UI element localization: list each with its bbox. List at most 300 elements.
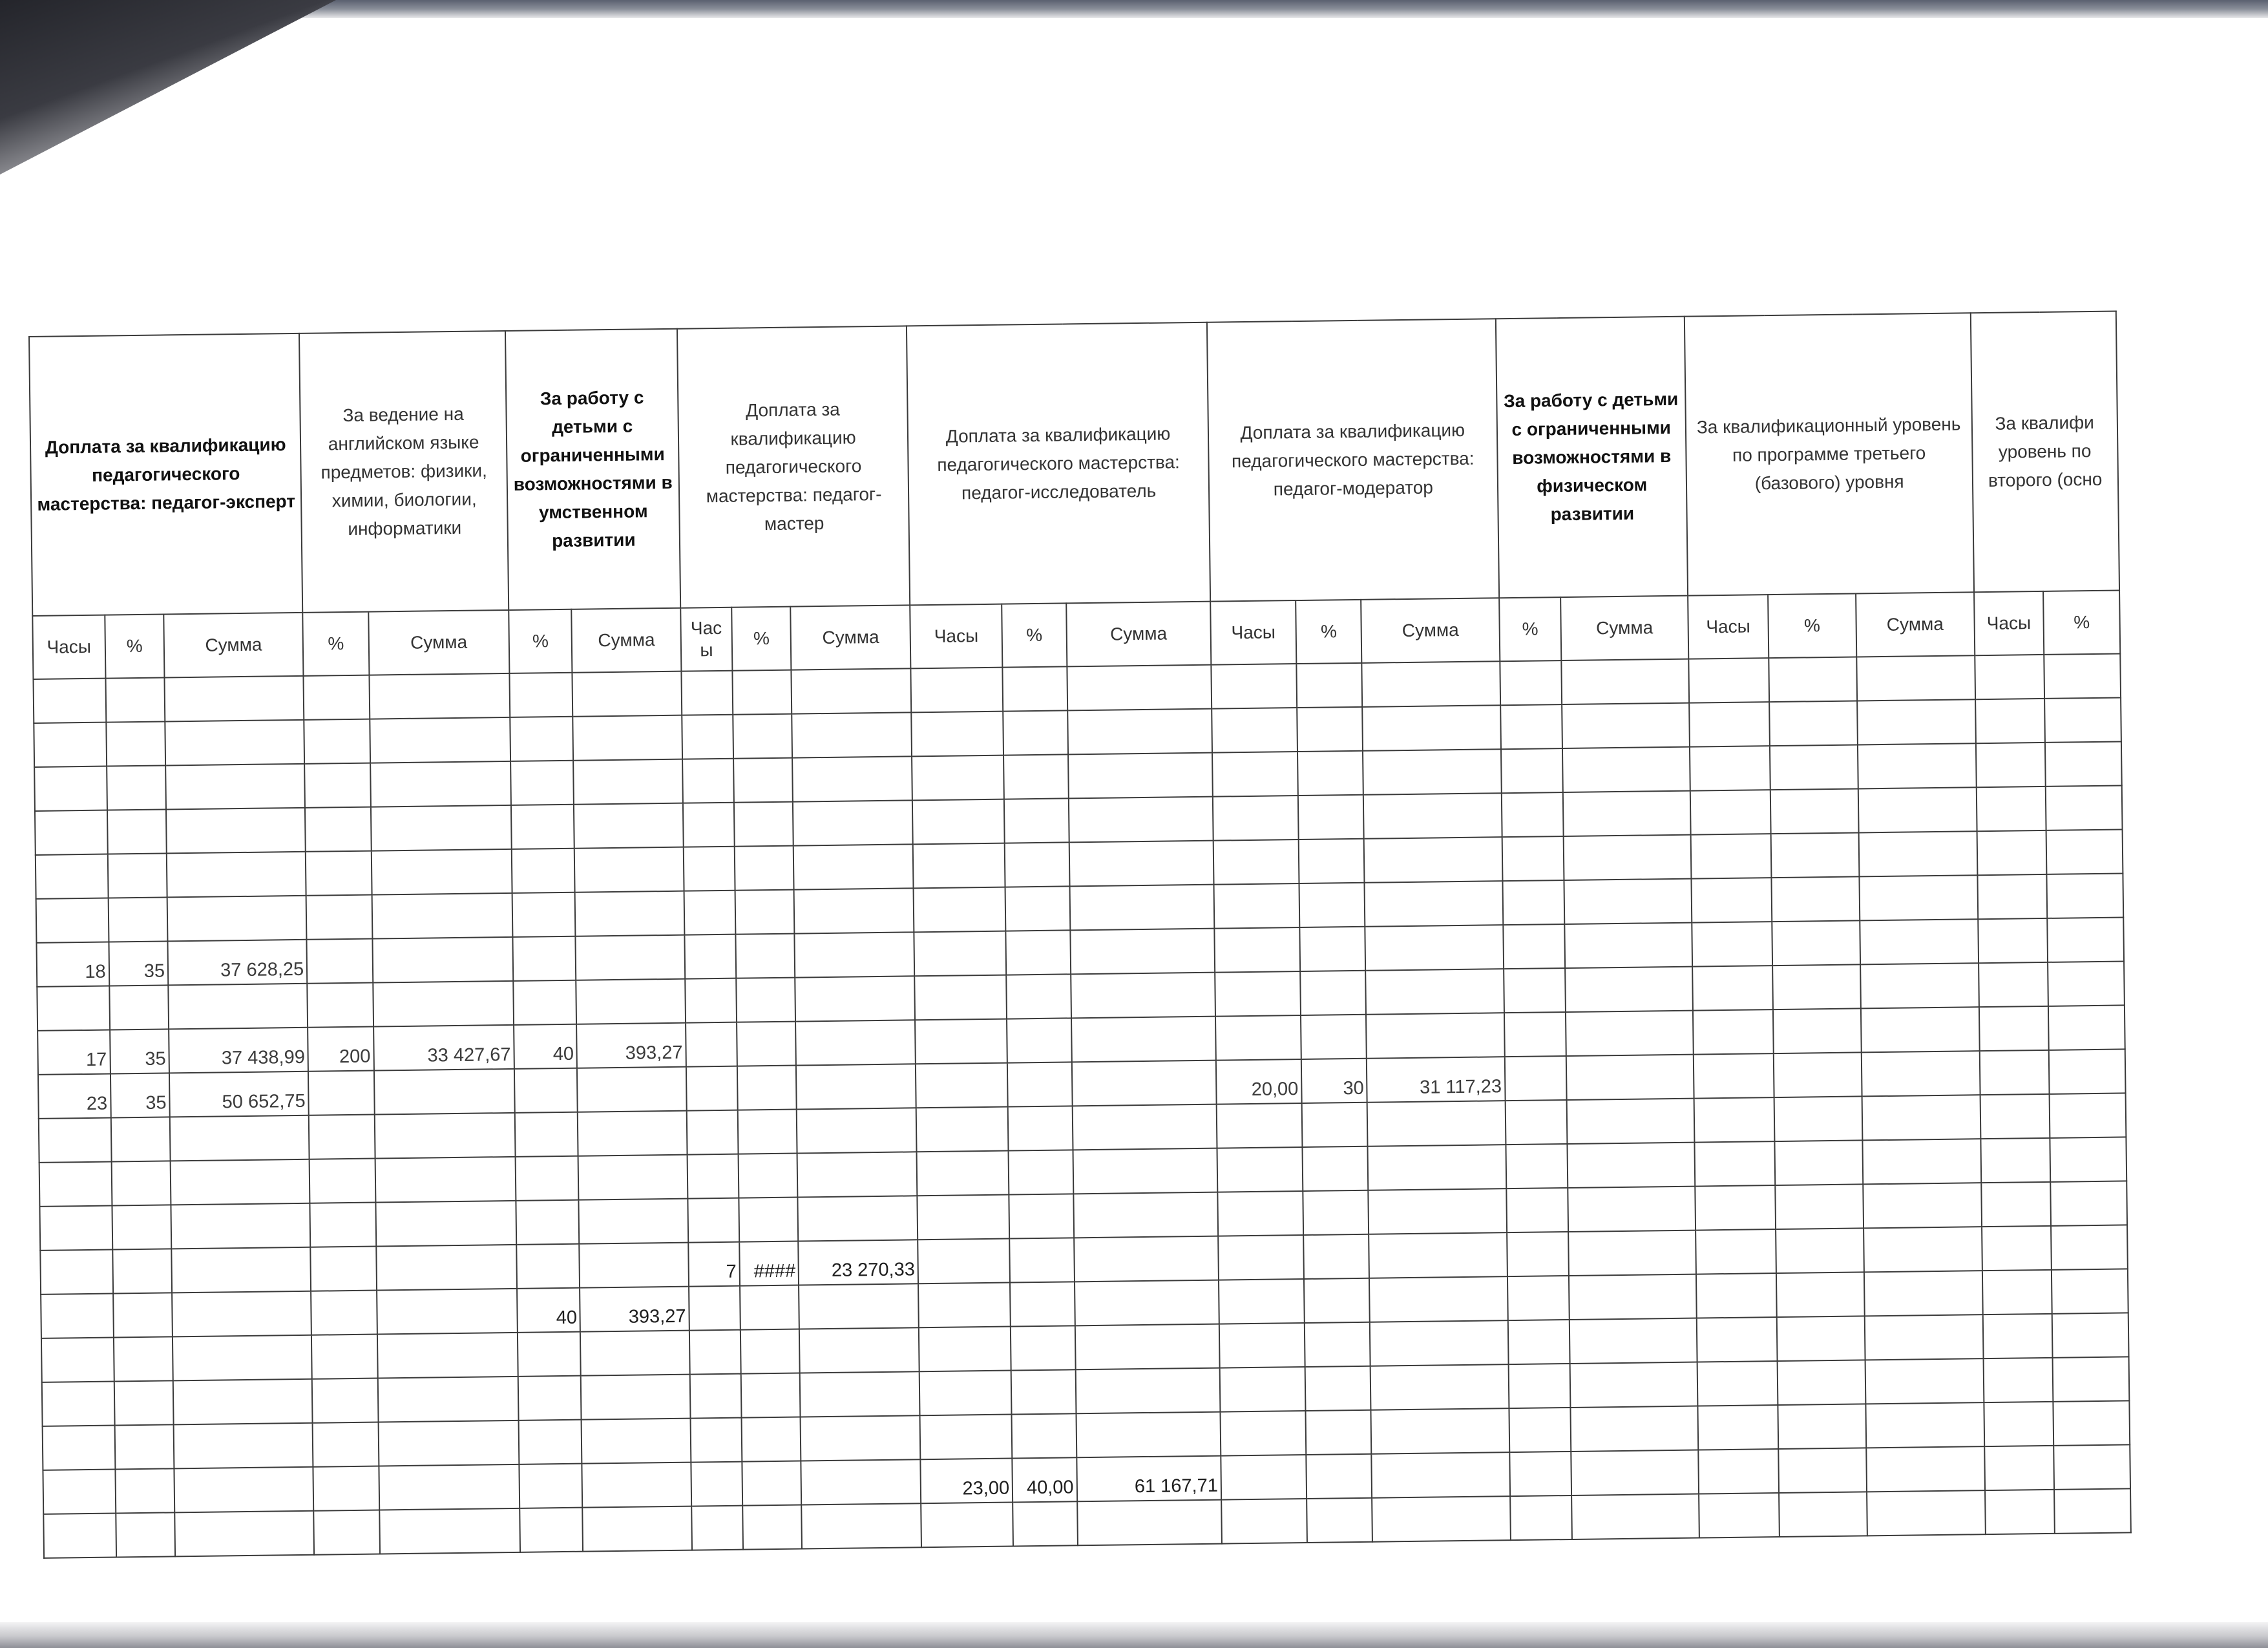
- table-cell: [1867, 1490, 1986, 1536]
- column-header: Сумма: [1560, 596, 1688, 660]
- table-cell: [370, 761, 511, 807]
- table-cell: [1371, 1408, 1509, 1454]
- scan-bottom-edge: [0, 1622, 2268, 1648]
- table-cell: [735, 890, 795, 935]
- table-cell: [689, 1330, 741, 1375]
- table-cell: [583, 1506, 692, 1552]
- table-cell: [2052, 1269, 2128, 1313]
- table-cell: [792, 668, 912, 713]
- table-cell: [170, 1115, 310, 1161]
- table-cell: [1694, 1053, 1774, 1099]
- table-cell: 23 270,33: [799, 1240, 919, 1285]
- column-header: Час ы: [680, 607, 732, 671]
- table-cell: [2046, 829, 2123, 874]
- table-cell: [914, 931, 1006, 977]
- table-cell: [802, 1503, 922, 1548]
- table-cell: [1372, 1452, 1510, 1498]
- table-cell: 37 438,99: [169, 1028, 308, 1073]
- table-cell: [1770, 788, 1859, 834]
- table-cell: 18: [36, 942, 109, 987]
- table-cell: [520, 1508, 583, 1552]
- table-cell: [41, 1294, 113, 1338]
- table-cell: [1073, 1148, 1217, 1194]
- group-header-row: [29, 312, 2119, 616]
- column-header: Сумма: [163, 613, 303, 678]
- table-cell: [377, 1377, 518, 1422]
- table-cell: [171, 1159, 310, 1205]
- table-cell: [740, 1329, 800, 1374]
- table-cell: [739, 1154, 798, 1198]
- table-cell: [1566, 1011, 1694, 1056]
- column-header: Часы: [910, 604, 1002, 669]
- table-cell: [799, 1284, 919, 1329]
- table-cell: [1003, 710, 1067, 755]
- table-cell: ####: [739, 1241, 799, 1286]
- table-cell: [1007, 1062, 1072, 1106]
- table-cell: [105, 677, 165, 722]
- group-header-expert: Доплата за квалификацию педагогического мастерства: педагог-эксперт: [29, 333, 302, 616]
- table-cell: [1858, 787, 1977, 832]
- table-cell: [793, 844, 914, 889]
- table-cell: [39, 1118, 111, 1163]
- table-cell: [915, 1019, 1007, 1064]
- table-cell: [112, 1249, 172, 1293]
- table-cell: [1862, 1051, 1980, 1096]
- table-cell: [311, 1335, 377, 1379]
- table-cell: [304, 763, 370, 808]
- table-cell: [1307, 1498, 1372, 1543]
- table-cell: [1982, 1270, 2052, 1315]
- table-cell: [1568, 1231, 1696, 1276]
- table-cell: [732, 670, 792, 715]
- table-cell: [1500, 704, 1562, 749]
- table-cell: [737, 1066, 797, 1110]
- table-cell: 40: [514, 1024, 577, 1069]
- table-cell: 31 117,23: [1367, 1057, 1505, 1103]
- table-cell: [797, 1108, 917, 1153]
- table-cell: [1504, 1012, 1566, 1057]
- table-cell: [1777, 1316, 1865, 1361]
- table-cell: [34, 766, 107, 811]
- table-cell: [1504, 1056, 1566, 1101]
- table-cell: [39, 1206, 112, 1251]
- table-cell: [1507, 1320, 1570, 1364]
- table-cell: [1211, 664, 1297, 709]
- table-cell: [310, 1159, 375, 1203]
- table-cell: [1778, 1448, 1867, 1493]
- table-cell: [792, 712, 912, 757]
- table-cell: [1567, 1143, 1695, 1188]
- table-cell: [687, 1154, 739, 1199]
- table-cell: [1865, 1358, 1984, 1404]
- table-cell: 35: [110, 1073, 170, 1117]
- table-cell: [1561, 659, 1689, 704]
- table-cell: [1505, 1100, 1567, 1145]
- table-cell: [573, 759, 682, 805]
- table-cell: [310, 1247, 376, 1291]
- table-cell: [574, 803, 683, 849]
- table-cell: [1300, 971, 1366, 1015]
- table-cell: [1778, 1404, 1866, 1449]
- table-cell: [1690, 746, 1770, 791]
- table-cell: [167, 896, 307, 942]
- table-cell: [313, 1510, 379, 1555]
- table-cell: [572, 671, 682, 717]
- table-cell: [116, 1512, 175, 1557]
- table-cell: [1073, 1192, 1218, 1238]
- table-cell: [39, 1162, 112, 1207]
- table-cell: [43, 1513, 116, 1558]
- table-cell: [2046, 785, 2123, 830]
- table-cell: [1013, 1501, 1077, 1546]
- table-cell: [1568, 1187, 1696, 1232]
- table-cell: [1776, 1228, 1864, 1273]
- table-cell: [1075, 1280, 1219, 1326]
- table-cell: [2045, 741, 2122, 786]
- table-cell: [111, 1161, 171, 1205]
- table-cell: [1979, 1050, 2049, 1095]
- table-cell: [1067, 665, 1212, 711]
- table-cell: [1976, 787, 2046, 831]
- table-cell: [795, 976, 916, 1021]
- table-cell: [174, 1467, 313, 1513]
- table-cell: [797, 1152, 918, 1197]
- table-cell: [516, 1156, 579, 1201]
- table-cell: [917, 1151, 1009, 1196]
- table-cell: [1299, 839, 1365, 883]
- table-cell: [1570, 1318, 1697, 1364]
- table-cell: [912, 755, 1004, 801]
- table-cell: [307, 983, 373, 1028]
- table-cell: [1979, 962, 2048, 1007]
- table-cell: [1570, 1406, 1698, 1452]
- table-cell: [1299, 927, 1365, 971]
- table-cell: [1691, 834, 1772, 879]
- column-header: %: [1768, 593, 1856, 658]
- table-cell: [1506, 1144, 1568, 1188]
- table-cell: [1069, 797, 1213, 843]
- column-header: Сумма: [1066, 602, 1211, 667]
- table-cell: [1304, 1278, 1370, 1323]
- table-cell: [1566, 1055, 1694, 1100]
- table-cell: [1296, 663, 1362, 708]
- table-cell: [1070, 929, 1215, 975]
- table-cell: [1570, 1362, 1698, 1408]
- table-cell: [1507, 1276, 1570, 1320]
- table-cell: [576, 979, 686, 1024]
- table-cell: [1983, 1358, 2053, 1402]
- table-cell: [2050, 1181, 2127, 1225]
- table-cell: [173, 1335, 312, 1381]
- table-cell: [306, 895, 372, 940]
- table-cell: [1982, 1314, 2052, 1358]
- table-cell: [1777, 1360, 1865, 1405]
- group-header-mental: За работу с детьми с ограниченными возможностями в умственном развитии: [505, 329, 680, 610]
- table-cell: 200: [308, 1027, 373, 1072]
- table-cell: [36, 854, 108, 899]
- table-cell: [1217, 1147, 1303, 1192]
- table-cell: [107, 765, 166, 810]
- table-cell: [1220, 1367, 1306, 1412]
- table-cell: [1980, 1138, 2050, 1183]
- table-cell: [742, 1505, 802, 1550]
- table-cell: [1697, 1317, 1778, 1362]
- table-cell: [1774, 1140, 1863, 1185]
- table-cell: [1005, 886, 1070, 931]
- table-cell: [1372, 1496, 1511, 1542]
- table-cell: [1368, 1145, 1506, 1190]
- table-cell: [1861, 1007, 1980, 1052]
- column-header: Сумма: [1361, 598, 1500, 663]
- table-cell: [793, 800, 913, 845]
- table-cell: [35, 810, 107, 855]
- table-cell: [683, 803, 735, 847]
- table-cell: [516, 1200, 579, 1245]
- table-cell: [684, 891, 735, 935]
- table-cell: [1367, 1101, 1506, 1146]
- column-header: Часы: [1688, 595, 1769, 659]
- table-cell: [799, 1327, 919, 1373]
- table-cell: [914, 975, 1007, 1020]
- table-cell: [1564, 835, 1692, 880]
- table-cell: [1004, 798, 1069, 843]
- table-cell: [1075, 1368, 1220, 1414]
- table-cell: [1866, 1446, 1985, 1492]
- table-cell: [920, 1415, 1013, 1460]
- table-cell: [515, 1112, 578, 1157]
- table-cell: [1506, 1188, 1568, 1232]
- table-cell: [1299, 883, 1365, 927]
- table-cell: [1862, 1095, 1980, 1140]
- table-cell: [36, 898, 109, 943]
- table-cell: [165, 764, 305, 810]
- column-header: %: [2043, 590, 2120, 654]
- table-cell: [792, 756, 912, 801]
- table-cell: [1567, 1099, 1695, 1144]
- table-cell: [1694, 1141, 1775, 1187]
- table-cell: [1693, 1009, 1774, 1055]
- table-cell: [1779, 1492, 1867, 1537]
- table-cell: [34, 723, 106, 767]
- table-cell: [1303, 1190, 1369, 1235]
- table-cell: [795, 1020, 916, 1065]
- table-cell: 393,27: [580, 1287, 689, 1332]
- table-cell: [1860, 919, 1979, 964]
- table-cell: [108, 897, 167, 942]
- table-cell: [40, 1250, 112, 1294]
- table-cell: [1692, 966, 1773, 1011]
- table-cell: [1217, 1103, 1303, 1148]
- table-cell: [510, 761, 574, 805]
- table-cell: [1508, 1364, 1570, 1408]
- table-cell: [738, 1110, 797, 1154]
- table-cell: [1005, 842, 1069, 887]
- table-cell: [114, 1380, 173, 1425]
- table-cell: [687, 1110, 739, 1155]
- table-cell: [374, 1113, 515, 1159]
- table-cell: [378, 1421, 519, 1466]
- column-header: Сумма: [572, 608, 682, 673]
- table-cell: [1009, 1150, 1073, 1194]
- table-cell: [512, 849, 575, 893]
- table-cell: [1009, 1194, 1074, 1238]
- table-cell: [736, 978, 795, 1022]
- table-cell: [518, 1376, 582, 1421]
- table-cell: [1509, 1408, 1571, 1452]
- table-cell: [1370, 1364, 1509, 1410]
- table-cell: [734, 802, 793, 847]
- table-cell: [1369, 1276, 1507, 1322]
- table-cell: 17: [37, 1030, 110, 1075]
- table-cell: [2047, 917, 2124, 962]
- table-cell: [580, 1331, 689, 1376]
- table-cell: [2053, 1444, 2130, 1489]
- table-cell: [1214, 927, 1300, 973]
- table-cell: [911, 712, 1003, 757]
- table-cell: [1859, 875, 1978, 920]
- table-cell: [1500, 660, 1562, 705]
- table-cell: [1365, 925, 1504, 971]
- table-cell: [682, 759, 734, 803]
- table-cell: [168, 984, 308, 1030]
- table-cell: [2048, 961, 2125, 1006]
- table-cell: [112, 1205, 171, 1249]
- table-cell: 23,00: [920, 1459, 1013, 1504]
- table-cell: [1771, 876, 1860, 922]
- table-cell: [308, 1071, 374, 1115]
- table-cell: [921, 1503, 1013, 1548]
- table-cell: [691, 1462, 742, 1506]
- table-cell: [580, 1243, 689, 1288]
- table-cell: [372, 893, 512, 939]
- table-cell: [1212, 752, 1298, 797]
- table-cell: [1982, 1226, 2052, 1271]
- table-cell: [690, 1418, 742, 1463]
- table-cell: 20,00: [1216, 1059, 1302, 1104]
- table-cell: [1370, 1320, 1508, 1366]
- table-cell: [110, 1117, 170, 1161]
- table-cell: [1302, 1146, 1368, 1191]
- table-cell: [113, 1293, 173, 1337]
- table-cell: [370, 717, 510, 763]
- table-cell: [1215, 971, 1301, 1017]
- table-cell: [1773, 1008, 1862, 1053]
- table-cell: [1564, 879, 1692, 924]
- column-header: Часы: [1210, 600, 1296, 665]
- table-cell: [1074, 1236, 1219, 1282]
- table-cell: [1213, 840, 1299, 885]
- table-cell: [312, 1379, 378, 1423]
- table-cell: [733, 758, 793, 803]
- table-cell: [1977, 830, 2046, 875]
- table-cell: [919, 1371, 1012, 1416]
- table-cell: [371, 849, 512, 895]
- table-cell: [313, 1422, 379, 1467]
- table-cell: [1698, 1449, 1779, 1494]
- table-cell: [1212, 708, 1297, 753]
- table-cell: [375, 1157, 516, 1203]
- table-cell: [374, 1069, 515, 1115]
- table-cell: [741, 1373, 801, 1418]
- table-cell: [1772, 920, 1860, 966]
- table-cell: [1769, 657, 1857, 702]
- table-cell: [1501, 748, 1563, 793]
- table-cell: [582, 1419, 691, 1464]
- table-cell: [369, 673, 510, 719]
- table-cell: [794, 888, 914, 933]
- table-cell: [1214, 883, 1300, 929]
- table-cell: [1297, 707, 1363, 752]
- table-cell: [1775, 1184, 1864, 1229]
- table-cell: [1363, 793, 1502, 839]
- table-cell: [109, 985, 169, 1030]
- table-cell: [1369, 1188, 1507, 1234]
- table-cell: [916, 1107, 1009, 1152]
- table-cell: [311, 1291, 377, 1335]
- table-cell: [1696, 1229, 1776, 1274]
- table-cell: [1363, 705, 1501, 751]
- table-cell: 35: [110, 1029, 169, 1073]
- table-cell: [307, 939, 373, 984]
- table-cell: 50 652,75: [169, 1072, 309, 1117]
- table-cell: [1006, 974, 1071, 1019]
- table-cell: [798, 1196, 918, 1241]
- table-cell: [166, 808, 306, 854]
- table-cell: [1305, 1410, 1371, 1455]
- table-cell: [685, 978, 737, 1023]
- table-cell: [1864, 1227, 1982, 1272]
- table-cell: [917, 1195, 1009, 1240]
- table-cell: [310, 1203, 376, 1247]
- table-cell: [1856, 655, 1975, 701]
- table-cell: [33, 679, 105, 723]
- table-cell: 40: [517, 1288, 580, 1333]
- table-cell: [691, 1506, 743, 1550]
- table-cell: [1770, 832, 1859, 878]
- table-cell: [801, 1459, 921, 1505]
- table-cell: [1689, 702, 1770, 747]
- table-cell: [371, 805, 512, 851]
- table-cell: [42, 1382, 114, 1426]
- table-cell: [742, 1417, 801, 1462]
- table-cell: [1507, 1232, 1569, 1276]
- table-cell: [740, 1285, 799, 1330]
- table-cell: [1363, 749, 1501, 795]
- table-cell: [912, 799, 1005, 845]
- table-cell: [1012, 1413, 1076, 1458]
- table-cell: [913, 843, 1005, 889]
- table-cell: [1071, 973, 1215, 1019]
- table-cell: [1003, 666, 1067, 711]
- table-cell: [373, 981, 514, 1027]
- scan-top-edge: [0, 0, 2268, 18]
- table-cell: [518, 1332, 581, 1377]
- table-cell: [1221, 1455, 1307, 1500]
- table-cell: [582, 1463, 691, 1508]
- table-cell: [1069, 885, 1214, 931]
- table-cell: [1365, 881, 1503, 927]
- column-header: %: [1002, 603, 1067, 667]
- table-cell: [689, 1286, 740, 1331]
- table-cell: [742, 1461, 801, 1506]
- table-cell: [1301, 1015, 1367, 1059]
- column-header: %: [509, 609, 572, 673]
- table-cell: [2054, 1488, 2131, 1533]
- table-cell: [377, 1289, 518, 1335]
- table-cell: 393,27: [576, 1023, 686, 1068]
- table-cell: [1298, 795, 1364, 840]
- table-cell: [1691, 878, 1772, 923]
